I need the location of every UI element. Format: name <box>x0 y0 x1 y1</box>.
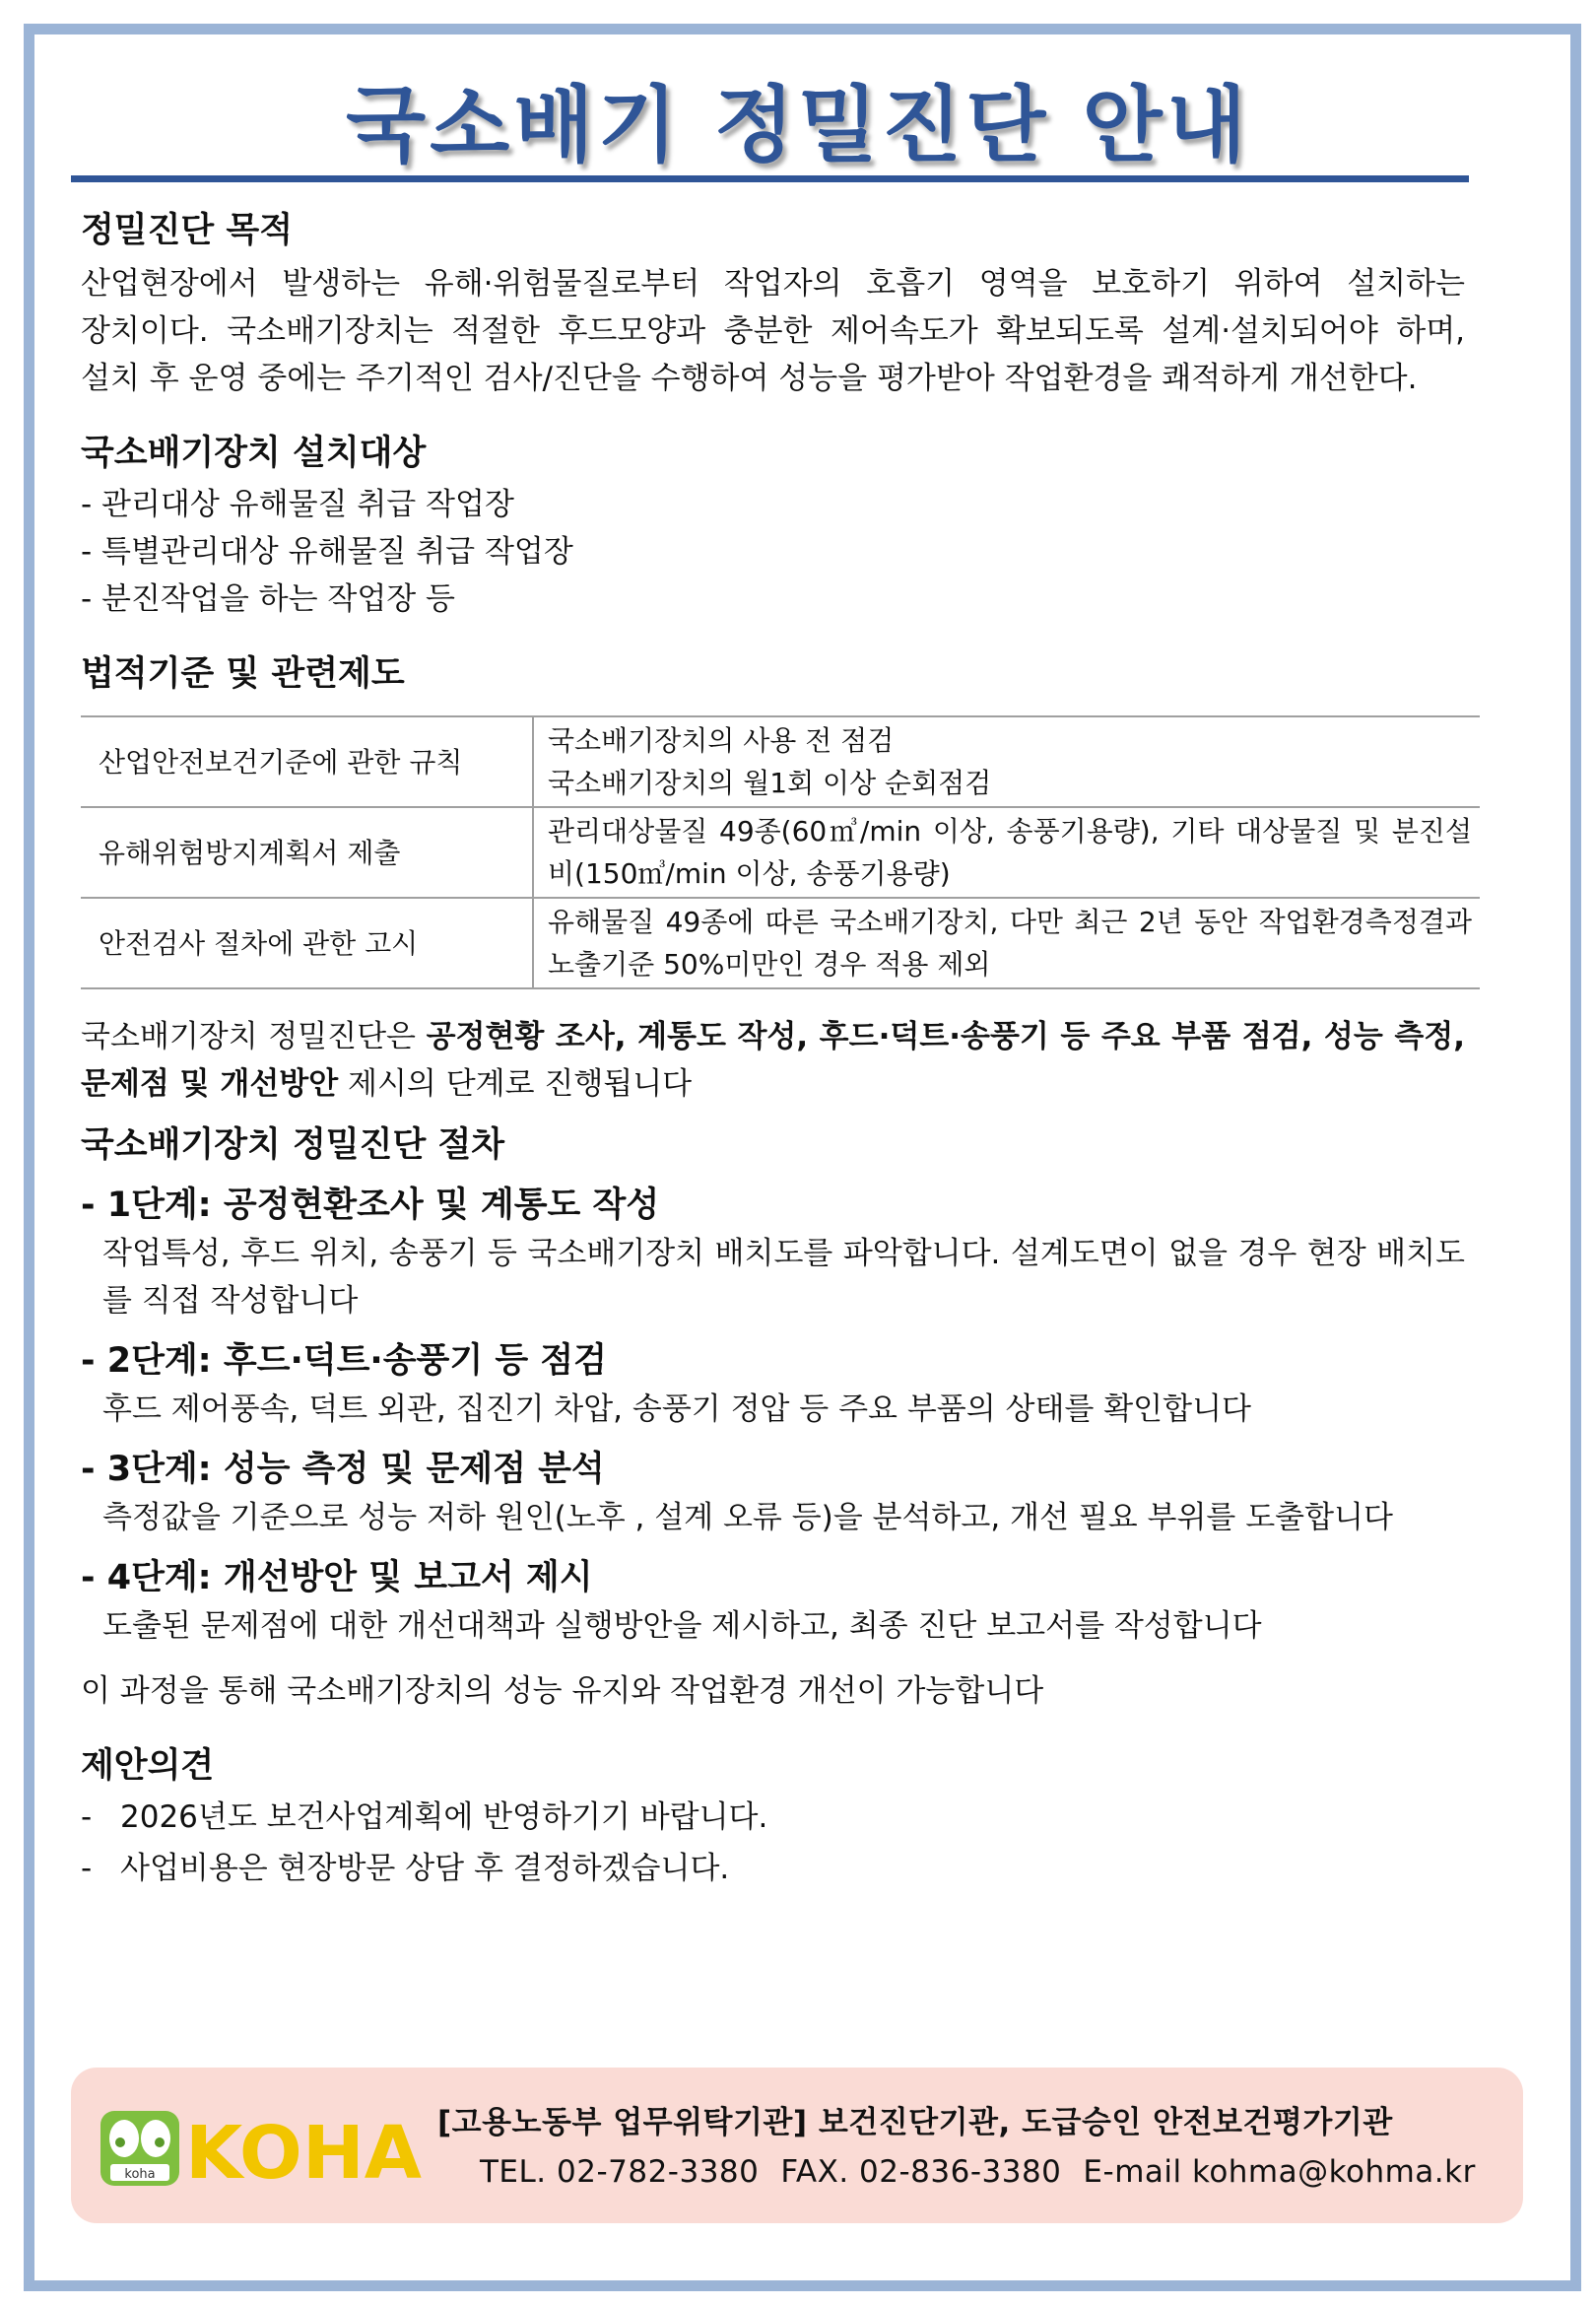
list-item: - 분진작업을 하는 작업장 등 <box>81 581 456 617</box>
page-title: 국소배기 정밀진단 안내 <box>346 77 1250 173</box>
step-title: - 2단계: 후드·덕트·송풍기 등 점검 <box>81 1341 607 1381</box>
table-cell-line: 국소배기장치의 사용 전 점검 <box>548 724 895 757</box>
step-title: - 3단계: 성능 측정 및 문제점 분석 <box>81 1450 605 1489</box>
list-dash: - <box>81 1851 93 1886</box>
step-desc: 도출된 문제점에 대한 개선대책과 실행방안을 제시하고, 최종 진단 보고서를 작성합니다 <box>102 1608 1262 1644</box>
step-desc: 후드 제어풍속, 덕트 외관, 집진기 차압, 송풍기 정압 등 주요 부품의 상태를 확인합니다 <box>102 1391 1251 1427</box>
footer-tel: TEL. 02-782-3380 <box>480 2154 760 2190</box>
purpose-text: 산업현장에서 발생하는 유해·위험물질로부터 작업자의 호흡기 영역을 보호하기 위하여 설치하는 장치이다. 국소배기장치는 적절한 후드모양과 충분한 제어속도가 확보되도록 설계·설치되어야 하며, 설치 후 운영 중에는 주기적인 검사/진단을 수행하여 성능을 평가받아 작업환경을 쾌적하게 개선한다. <box>81 266 1465 396</box>
procedure-summary <box>81 1013 1465 1108</box>
legal-heading: 법적기준 및 관련제도 <box>81 654 405 694</box>
summary-text-pre: 국소배기장치 정밀진단은 <box>81 1019 427 1054</box>
summary-text-bold: 공정현황 조사, 계통도 작성, 후드·덕트·송풍기 등 주요 부품 점검, 성능 측정, 문제점 및 개선방안 <box>81 1019 1465 1102</box>
targets-list <box>81 481 1465 623</box>
koha-logo <box>100 2109 426 2188</box>
targets-section <box>81 430 1465 623</box>
suggestion-section <box>81 1742 1465 1892</box>
title-underline <box>71 175 1469 182</box>
step-desc: 작업특성, 후드 위치, 송풍기 등 국소배기장치 배치도를 파악합니다. 설계도면이 없을 경우 현장 배치도를 직접 작성합니다 <box>102 1236 1465 1319</box>
procedure-heading: 국소배기장치 정밀진단 절차 <box>81 1125 505 1165</box>
table-cell-name: 안전검사 절차에 관한 고시 <box>81 898 533 988</box>
table-row <box>81 716 1480 807</box>
table-cell-name: 유해위험방지계획서 제출 <box>81 807 533 898</box>
logo-small-text: koha <box>124 2167 156 2182</box>
procedure-section <box>81 1121 1465 1715</box>
table-cell-name: 산업안전보건기준에 관한 규칙 <box>81 716 533 807</box>
list-item-text: 사업비용은 현장방문 상담 후 결정하겠습니다. <box>120 1851 730 1886</box>
main-content <box>81 207 1472 1892</box>
step-title: - 4단계: 개선방안 및 보고서 제시 <box>81 1558 593 1597</box>
suggestion-heading: 제안의견 <box>81 1746 215 1786</box>
procedure-closing: 이 과정을 통해 국소배기장치의 성능 유지와 작업환경 개선이 가능합니다 <box>81 1673 1044 1709</box>
list-dash: - <box>81 1799 93 1835</box>
step-desc: 측정값을 기준으로 성능 저하 원인(노후 , 설계 오류 등)을 분석하고, 개선 필요 부위를 도출합니다 <box>102 1500 1393 1535</box>
list-item-text: 2026년도 보건사업계획에 반영하기기 바랍니다. <box>120 1799 768 1835</box>
list-item <box>81 1794 1465 1841</box>
purpose-heading: 정밀진단 목적 <box>81 211 294 250</box>
logo-text: KOHA <box>185 2111 422 2188</box>
footer-banner <box>71 2068 1523 2223</box>
list-item: - 특별관리대상 유해물질 취급 작업장 <box>81 534 573 570</box>
footer-org: [고용노동부 업무위탁기관] 보건진단기관, 도급승인 안전보건평가기관 <box>437 2105 1393 2140</box>
table-cell-line: 국소배기장치의 월1회 이상 순회점검 <box>548 767 992 799</box>
legal-section <box>81 650 1472 989</box>
purpose-section <box>81 207 1465 402</box>
footer-contact <box>480 2154 1497 2190</box>
table-cell-desc: 유해물질 49종에 따른 국소배기장치, 다만 최근 2년 동안 작업환경측정결과 노출기준 50%미만인 경우 적용 제외 <box>533 898 1480 988</box>
table-row <box>81 807 1480 898</box>
list-item <box>81 1845 1465 1892</box>
table-cell-desc <box>533 716 1480 807</box>
list-item: - 관리대상 유해물질 취급 작업장 <box>81 487 514 522</box>
legal-table <box>81 715 1480 989</box>
table-cell-desc: 관리대상물질 49종(60㎥/min 이상, 송풍기용량), 기타 대상물질 및 분진설비(150㎥/min 이상, 송풍기용량) <box>533 807 1480 898</box>
targets-heading: 국소배기장치 설치대상 <box>81 434 427 473</box>
step-title: - 1단계: 공정현환조사 및 계통도 작성 <box>81 1186 660 1225</box>
table-row <box>81 898 1480 988</box>
summary-text-post: 제시의 단계로 진행됩니다 <box>338 1066 693 1102</box>
footer-fax: FAX. 02-836-3380 <box>780 2154 1062 2190</box>
footer-email: E-mail kohma@kohma.kr <box>1083 2154 1476 2190</box>
